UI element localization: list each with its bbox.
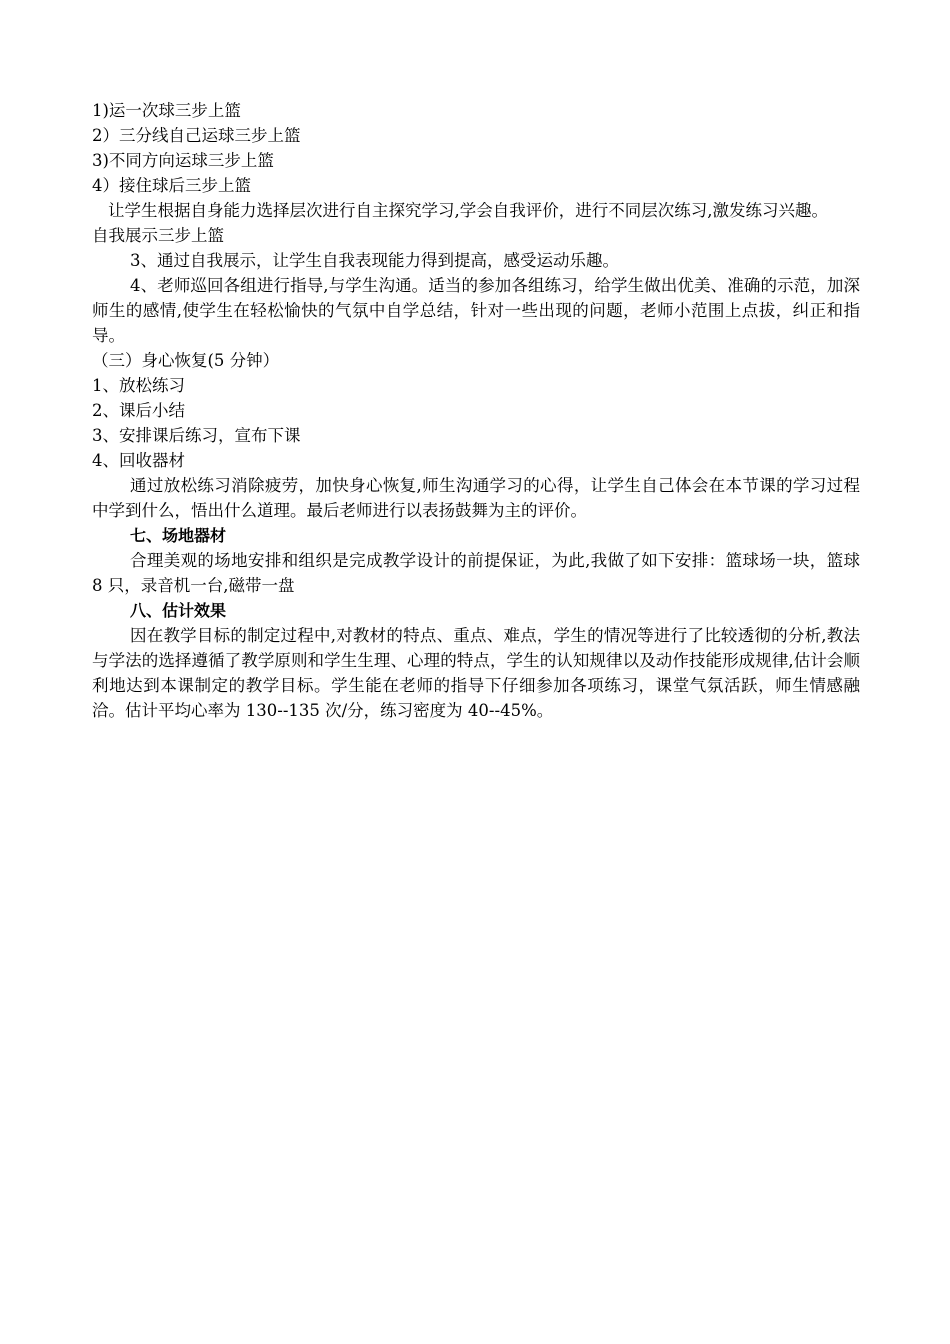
paragraph: 3、通过自我展示，让学生自我表现能力得到提高，感受运动乐趣。 [130, 251, 619, 270]
paragraph: 通过放松练习消除疲劳，加快身心恢复,师生沟通学习的心得，让学生自己体会在本节课的学习过程中学到什么，悟出什么道理。最后老师进行以表扬鼓舞为主的评价。 [92, 476, 860, 520]
list-item: 3、安排课后练习，宣布下课 [92, 426, 301, 445]
paragraph: 让学生根据自身能力选择层次进行自主探究学习,学会自我评价，进行不同层次练习,激发练习兴趣。 [108, 201, 828, 220]
list-item: 2、课后小结 [92, 401, 185, 420]
list-item: 1、放松练习 [92, 376, 185, 395]
text-line: 自我展示三步上篮 [92, 226, 224, 245]
section-heading: 七、场地器材 [130, 526, 227, 545]
list-item: 2）三分线自己运球三步上篮 [92, 126, 301, 145]
list-item: 1)运一次球三步上篮 [92, 101, 241, 120]
list-item: 4）接住球后三步上篮 [92, 176, 251, 195]
list-item: 4、回收器材 [92, 451, 185, 470]
document-page [92, 98, 860, 723]
section-subheading: （三）身心恢复(5 分钟） [92, 351, 280, 370]
list-item: 3)不同方向运球三步上篮 [92, 151, 274, 170]
section-heading: 八、估计效果 [130, 601, 227, 620]
paragraph: 因在教学目标的制定过程中,对教材的特点、重点、难点，学生的情况等进行了比较透彻的分析,教法与学法的选择遵循了教学原则和学生生理、心理的特点，学生的认知规律以及动作技能形成规律,估计会顺利地达到本课制定的教学目标。学生能在老师的指导下仔细参加各项练习，课堂气氛活跃，师生情感融洽。估计平均心率为 130--135 次/分，练习密度为 40--45%。 [92, 626, 860, 720]
paragraph: 合理美观的场地安排和组织是完成教学设计的前提保证，为此,我做了如下安排：篮球场一块，篮球 8 只，录音机一台,磁带一盘 [92, 551, 860, 595]
paragraph: 4、老师巡回各组进行指导,与学生沟通。适当的参加各组练习，给学生做出优美、准确的示范，加深师生的感情,使学生在轻松愉快的气氛中自学总结，针对一些出现的问题，老师小范围上点拔，纠正和指导。 [92, 276, 860, 345]
